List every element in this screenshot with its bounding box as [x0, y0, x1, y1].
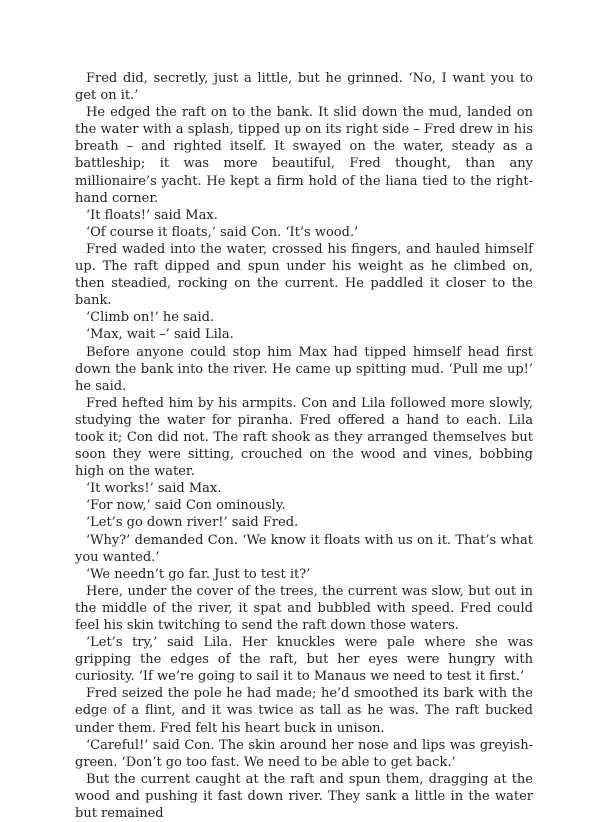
paragraph: ‘We needn’t go far. Just to test it?’ [86, 566, 311, 582]
paragraph: ‘For now,’ said Con ominously. [86, 498, 286, 514]
paragraph: Fred seized the pole he had made; he’d smoothed its bark with the edge of a flint, and it was twice as tall as he was. The raft bucked under them. Fred felt his heart buck in unison. [75, 686, 533, 736]
paragraph: ‘Let’s try,’ said Lila. Her knuckles were pale where she was gripping the edges of the raft, but her eyes were hungry with curiosity. ‘If we’re going to sail it to Manaus we need to test it first.’ [75, 635, 533, 685]
paragraph: But the current caught at the raft and spun them, dragging at the wood and pushing it fast down river. They sank a little in the water but remained [75, 771, 533, 822]
paragraph: ‘It works!’ said Max. [86, 481, 222, 497]
paragraph: Fred waded into the water, crossed his fingers, and hauled himself up. The raft dipped and spun under his weight as he climbed on, then steadied, rocking on the current. He paddled it closer to the bank. [75, 241, 533, 309]
paragraph: ‘Why?’ demanded Con. ‘We know it floats with us on it. That’s what you wanted.’ [75, 532, 533, 565]
paragraph: ‘Of course it floats,’ said Con. ‘It’s wood.’ [86, 224, 359, 240]
paragraph: He edged the raft on to the bank. It slid down the mud, landed on the water with a splash, tipped up on its right side – Fred drew in his breath – and righted itself. It swayed on the water, steady as a battleship; it was more beautiful, Fred thought, than any millionaire’s yacht. He kept a firm hold of the liana tied to the right-hand corner. [75, 105, 533, 206]
paragraph: Before anyone could stop him Max had tipped himself head first down the bank into the river. He came up spitting mud. ‘Pull me up!’ he said. [75, 344, 533, 394]
paragraph: ‘Let’s go down river!’ said Fred. [86, 515, 299, 531]
paragraph: ‘It floats!’ said Max. [86, 207, 218, 223]
paragraph: ‘Max, wait –’ said Lila. [86, 327, 234, 343]
paragraph: Fred did, secretly, just a little, but he grinned. ‘No, I want you to get on it.’ [75, 71, 533, 104]
paragraph: ‘Climb on!’ he said. [86, 310, 215, 326]
book-page [75, 70, 533, 822]
paragraph: Here, under the cover of the trees, the current was slow, but out in the middle of the river, it spat and bubbled with speed. Fred could feel his skin twitching to send the raft down those waters. [75, 583, 533, 633]
paragraph: ‘Careful!’ said Con. The skin around her nose and lips was greyish-green. ‘Don’t go too fast. We need to be able to get back.’ [75, 737, 533, 770]
paragraph: Fred hefted him by his armpits. Con and Lila followed more slowly, studying the water for piranha. Fred offered a hand to each. Lila took it; Con did not. The raft shook as they arranged themselves but soon they were sitting, crouched on the wood and vines, bobbing high on the water. [75, 395, 533, 480]
